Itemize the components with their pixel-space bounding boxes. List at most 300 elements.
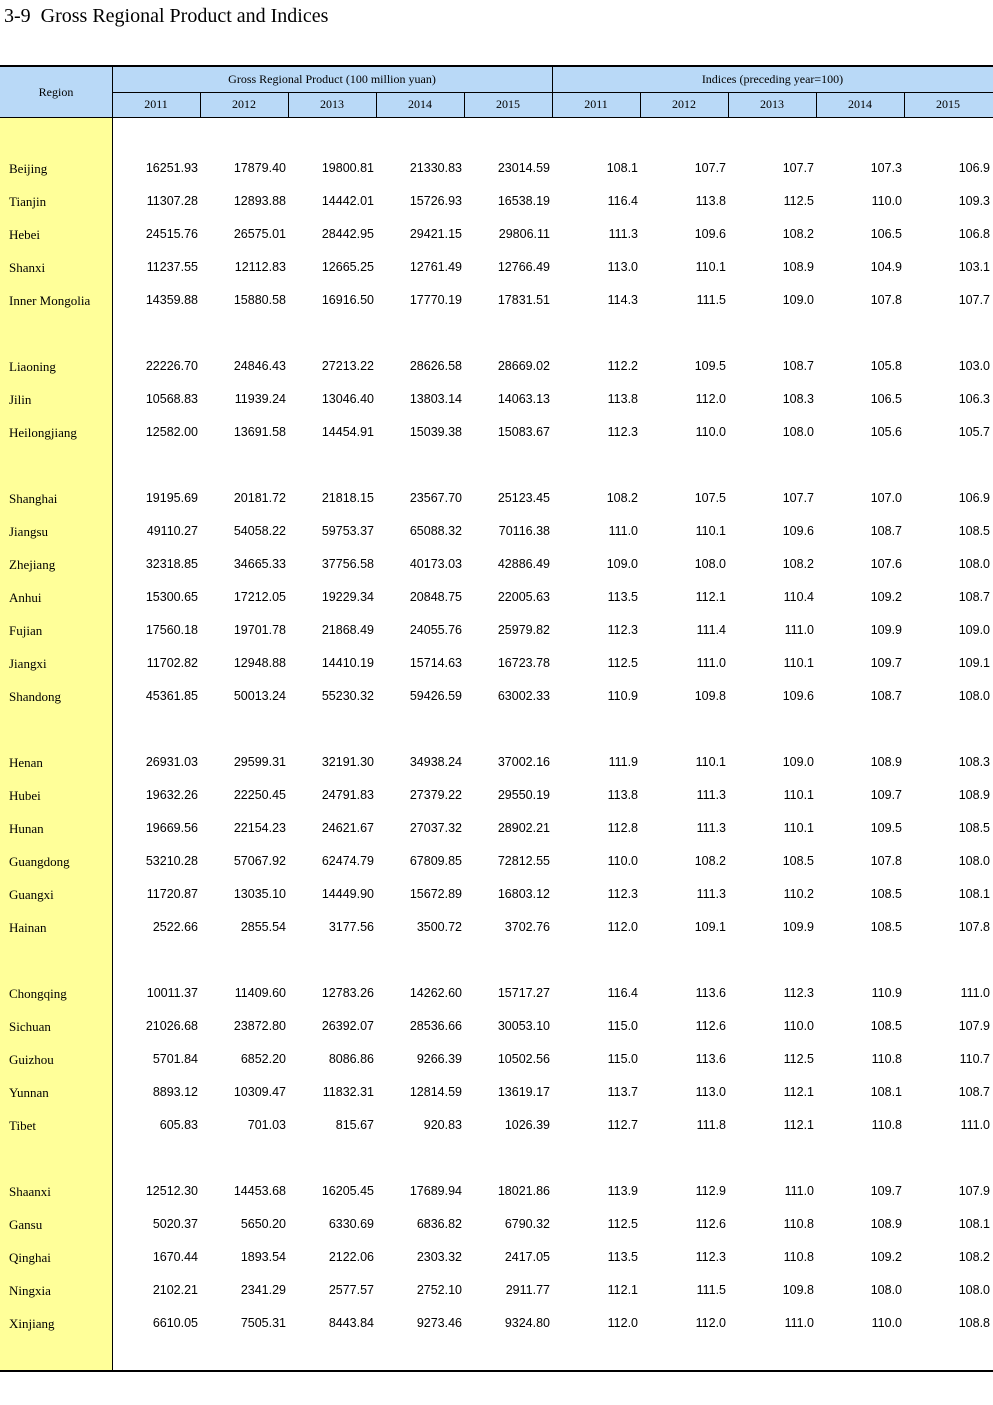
index-value: 115.0	[607, 1052, 638, 1066]
index-value: 107.8	[958, 920, 990, 934]
grp-value: 28536.66	[409, 1019, 462, 1033]
grp-value: 15672.89	[409, 887, 462, 901]
region-column-rule	[112, 118, 113, 1370]
index-value: 112.1	[695, 590, 726, 604]
index-value: 105.8	[870, 359, 902, 373]
region-name: Xinjiang	[9, 1316, 55, 1331]
region-name: Liaoning	[9, 359, 56, 374]
grp-value: 815.67	[335, 1118, 374, 1132]
grp-value: 14442.01	[321, 194, 374, 208]
grp-value: 28626.58	[409, 359, 462, 373]
index-value: 107.3	[870, 161, 902, 175]
grp-value: 12948.88	[233, 656, 286, 670]
index-value: 109.8	[694, 689, 726, 703]
index-value: 105.7	[958, 425, 990, 439]
index-value: 111.8	[696, 1118, 726, 1132]
grp-value: 9324.80	[504, 1316, 550, 1330]
grp-value: 17560.18	[145, 623, 198, 637]
grp-value: 32318.85	[145, 557, 198, 571]
grp-value: 72812.55	[497, 854, 550, 868]
grp-value: 29550.19	[497, 788, 550, 802]
index-value: 110.1	[783, 821, 814, 835]
grp-value: 55230.32	[321, 689, 374, 703]
index-value: 112.9	[695, 1184, 726, 1198]
index-value: 113.5	[607, 590, 638, 604]
index-value: 107.7	[694, 161, 726, 175]
index-value: 110.0	[695, 425, 726, 439]
grp-value: 5701.84	[152, 1052, 198, 1066]
grp-value: 920.83	[423, 1118, 462, 1132]
index-value: 113.6	[695, 986, 726, 1000]
index-value: 108.0	[958, 1283, 990, 1297]
table-row	[0, 491, 993, 511]
grp-value: 40173.03	[409, 557, 462, 571]
table-row	[0, 590, 993, 610]
index-value: 110.0	[871, 1316, 902, 1330]
grp-value: 13035.10	[233, 887, 286, 901]
index-value: 109.0	[782, 293, 814, 307]
index-value: 108.2	[606, 491, 638, 505]
index-value: 109.6	[694, 227, 726, 241]
grp-value: 10568.83	[145, 392, 198, 406]
index-value: 110.8	[783, 1217, 814, 1231]
index-value: 109.6	[782, 524, 814, 538]
index-value: 111.0	[784, 623, 814, 637]
index-value: 104.9	[870, 260, 902, 274]
grp-value: 62474.79	[321, 854, 374, 868]
region-name: Qinghai	[9, 1250, 51, 1265]
index-value: 106.9	[958, 491, 990, 505]
index-value: 111.3	[696, 788, 726, 802]
index-value: 108.1	[870, 1085, 902, 1099]
index-value: 114.3	[607, 293, 638, 307]
region-header: Region	[38, 85, 74, 99]
grp-value: 8086.86	[328, 1052, 374, 1066]
index-value: 110.1	[783, 656, 814, 670]
grp-value: 28669.02	[497, 359, 550, 373]
header-rule	[728, 92, 729, 117]
region-name: Anhui	[9, 590, 42, 605]
grp-value: 17212.05	[233, 590, 286, 604]
index-value: 108.3	[782, 392, 814, 406]
region-name: Gansu	[9, 1217, 43, 1232]
index-value: 103.1	[958, 260, 990, 274]
grp-value: 2577.57	[328, 1283, 374, 1297]
region-name: Fujian	[9, 623, 43, 638]
index-value: 112.5	[607, 1217, 638, 1231]
region-name: Shanxi	[9, 260, 46, 275]
grp-value: 2341.29	[240, 1283, 286, 1297]
index-value: 106.9	[958, 161, 990, 175]
index-value: 113.5	[607, 1250, 638, 1264]
grp-value: 15039.38	[409, 425, 462, 439]
grp-value: 32191.30	[321, 755, 374, 769]
region-name: Jiangsu	[9, 524, 48, 539]
index-value: 108.9	[782, 260, 814, 274]
grp-value: 3702.76	[504, 920, 550, 934]
index-value: 112.3	[607, 425, 638, 439]
index-value: 109.6	[782, 689, 814, 703]
grp-value: 27379.22	[409, 788, 462, 802]
table-row	[0, 1184, 993, 1204]
grp-value: 16803.12	[497, 887, 550, 901]
grp-value: 19229.34	[321, 590, 374, 604]
header-rule	[112, 92, 993, 93]
index-value: 112.6	[695, 1019, 726, 1033]
index-value: 111.0	[784, 1184, 814, 1198]
region-name: Hubei	[9, 788, 41, 803]
index-value: 108.9	[870, 755, 902, 769]
index-value: 110.8	[871, 1052, 902, 1066]
index-value: 111.0	[608, 524, 638, 538]
index-value: 113.0	[695, 1085, 726, 1099]
index-value: 112.8	[607, 821, 638, 835]
index-value: 108.5	[870, 1019, 902, 1033]
grp-value: 25979.82	[497, 623, 550, 637]
index-value: 110.1	[695, 755, 726, 769]
grp-value: 63002.33	[497, 689, 550, 703]
grp-value: 6610.05	[152, 1316, 198, 1330]
grp-value: 5650.20	[240, 1217, 286, 1231]
grp-value: 26392.07	[321, 1019, 374, 1033]
index-value: 112.1	[783, 1085, 814, 1099]
grp-value: 12783.26	[321, 986, 374, 1000]
grp-value: 21330.83	[409, 161, 462, 175]
index-value: 111.5	[696, 1283, 726, 1297]
index-value: 108.2	[782, 557, 814, 571]
grp-value: 27213.22	[321, 359, 374, 373]
table-row	[0, 1118, 993, 1138]
grp-value: 2522.66	[152, 920, 198, 934]
grp-value: 12665.25	[321, 260, 374, 274]
grp-value: 13046.40	[321, 392, 374, 406]
index-value: 108.1	[958, 887, 990, 901]
index-value: 112.0	[695, 1316, 726, 1330]
year-header: 2012	[672, 97, 696, 111]
grp-value: 21868.49	[321, 623, 374, 637]
index-value: 112.3	[607, 623, 638, 637]
grp-value: 24515.76	[145, 227, 198, 241]
table-row	[0, 227, 993, 247]
grp-value: 29806.11	[498, 227, 550, 241]
region-name: Tibet	[9, 1118, 36, 1133]
grp-value: 20848.75	[409, 590, 462, 604]
index-value: 106.5	[870, 392, 902, 406]
grp-value: 11832.31	[322, 1085, 374, 1099]
region-name: Hebei	[9, 227, 41, 242]
index-value: 108.1	[958, 1217, 990, 1231]
grp-value: 17831.51	[497, 293, 550, 307]
index-value: 108.7	[870, 689, 902, 703]
grp-value: 1670.44	[152, 1250, 198, 1264]
table-row	[0, 1217, 993, 1237]
index-value: 108.0	[958, 557, 990, 571]
grp-value: 14359.88	[145, 293, 198, 307]
table-row	[0, 623, 993, 643]
table-row	[0, 392, 993, 412]
index-value: 110.1	[783, 788, 814, 802]
grp-value: 8443.84	[328, 1316, 374, 1330]
grp-value: 15880.58	[233, 293, 286, 307]
region-name: Inner Mongolia	[9, 293, 91, 308]
index-value: 109.5	[870, 821, 902, 835]
index-value: 108.9	[958, 788, 990, 802]
index-value: 108.0	[958, 689, 990, 703]
index-value: 109.1	[958, 656, 990, 670]
grp-value: 53210.28	[145, 854, 198, 868]
index-value: 109.0	[782, 755, 814, 769]
grp-value: 59426.59	[409, 689, 462, 703]
grp-value: 2303.32	[416, 1250, 462, 1264]
region-name: Tianjin	[9, 194, 47, 209]
grp-value: 12512.30	[145, 1184, 198, 1198]
index-value: 112.5	[783, 194, 814, 208]
grp-value: 13803.14	[409, 392, 462, 406]
grp-value: 65088.32	[409, 524, 462, 538]
region-name: Sichuan	[9, 1019, 51, 1034]
bottom-rule	[0, 1370, 993, 1372]
index-value: 108.1	[606, 161, 638, 175]
index-value: 111.4	[696, 623, 726, 637]
index-value: 112.0	[607, 920, 638, 934]
region-name: Guangxi	[9, 887, 54, 902]
index-value: 109.1	[694, 920, 726, 934]
table-row	[0, 1250, 993, 1270]
table-row	[0, 920, 993, 940]
index-value: 108.7	[958, 590, 990, 604]
index-value: 113.8	[607, 788, 638, 802]
grp-value: 1893.54	[240, 1250, 286, 1264]
region-name: Heilongjiang	[9, 425, 77, 440]
grp-value: 8893.12	[152, 1085, 198, 1099]
grp-value: 9266.39	[416, 1052, 462, 1066]
grp-value: 19669.56	[145, 821, 198, 835]
table-row	[0, 821, 993, 841]
index-value: 112.7	[607, 1118, 638, 1132]
grp-value: 12582.00	[145, 425, 198, 439]
grp-value: 16538.19	[497, 194, 550, 208]
index-value: 112.3	[607, 887, 638, 901]
index-value: 107.7	[782, 161, 814, 175]
index-value: 112.5	[783, 1052, 814, 1066]
year-header: 2014	[848, 97, 872, 111]
index-value: 110.0	[607, 854, 638, 868]
grp-value: 14410.19	[321, 656, 374, 670]
table-row	[0, 1283, 993, 1303]
index-value: 108.8	[958, 1316, 990, 1330]
region-name: Yunnan	[9, 1085, 49, 1100]
header-rule	[288, 92, 289, 117]
region-name: Ningxia	[9, 1283, 51, 1298]
grp-value: 3500.72	[416, 920, 462, 934]
region-name: Henan	[9, 755, 43, 770]
grp-value: 34665.33	[233, 557, 286, 571]
index-value: 108.2	[694, 854, 726, 868]
grp-value: 2122.06	[328, 1250, 374, 1264]
index-value: 113.7	[607, 1085, 638, 1099]
grp-value: 27037.32	[409, 821, 462, 835]
region-name: Beijing	[9, 161, 48, 176]
index-value: 107.7	[958, 293, 990, 307]
table-header	[0, 67, 993, 117]
grp-value: 22005.63	[497, 590, 550, 604]
header-rule	[376, 92, 377, 117]
index-value: 108.5	[958, 524, 990, 538]
table-row	[0, 194, 993, 214]
grp-value: 7505.31	[240, 1316, 286, 1330]
grp-value: 14449.90	[321, 887, 374, 901]
index-value: 107.7	[782, 491, 814, 505]
index-value: 112.1	[607, 1283, 638, 1297]
index-value: 108.0	[782, 425, 814, 439]
grp-value: 30053.10	[497, 1019, 550, 1033]
index-value: 107.8	[870, 293, 902, 307]
table-row	[0, 1019, 993, 1039]
grp-value: 28442.95	[321, 227, 374, 241]
group-header-indices: Indices (preceding year=100)	[701, 72, 844, 86]
grp-value: 29421.15	[409, 227, 462, 241]
grp-value: 15714.63	[409, 656, 462, 670]
index-value: 107.9	[958, 1184, 990, 1198]
index-value: 109.7	[870, 1184, 902, 1198]
index-value: 106.5	[870, 227, 902, 241]
grp-value: 24791.83	[321, 788, 374, 802]
region-name: Shaanxi	[9, 1184, 51, 1199]
index-value: 113.8	[695, 194, 726, 208]
table-row	[0, 788, 993, 808]
header-rule	[464, 92, 465, 117]
year-header: 2011	[144, 97, 168, 111]
grp-value: 42886.49	[497, 557, 550, 571]
index-value: 111.3	[608, 227, 638, 241]
grp-value: 34938.24	[409, 755, 462, 769]
grp-value: 23567.70	[409, 491, 462, 505]
grp-value: 22226.70	[145, 359, 198, 373]
index-value: 108.2	[782, 227, 814, 241]
table-row	[0, 1052, 993, 1072]
index-value: 107.5	[694, 491, 726, 505]
grp-value: 10011.37	[146, 986, 198, 1000]
table-row	[0, 755, 993, 775]
index-value: 112.1	[783, 1118, 814, 1132]
grp-value: 23872.80	[233, 1019, 286, 1033]
grp-value: 12893.88	[233, 194, 286, 208]
grp-value: 25123.45	[497, 491, 550, 505]
grp-value: 2855.54	[240, 920, 286, 934]
table-row	[0, 1316, 993, 1336]
grp-value: 2752.10	[416, 1283, 462, 1297]
table-row	[0, 986, 993, 1006]
region-name: Hunan	[9, 821, 44, 836]
grp-value: 24621.67	[321, 821, 374, 835]
index-value: 111.9	[608, 755, 638, 769]
grp-value: 15300.65	[145, 590, 198, 604]
index-value: 111.0	[960, 1118, 990, 1132]
region-name: Jilin	[9, 392, 32, 407]
grp-value: 54058.22	[233, 524, 286, 538]
index-value: 108.5	[870, 887, 902, 901]
index-value: 113.9	[607, 1184, 638, 1198]
region-name: Jiangxi	[9, 656, 47, 671]
index-value: 111.0	[784, 1316, 814, 1330]
table-row	[0, 359, 993, 379]
index-value: 112.0	[607, 1316, 638, 1330]
year-header: 2013	[320, 97, 344, 111]
year-header: 2014	[408, 97, 432, 111]
table-row	[0, 425, 993, 445]
grp-value: 16723.78	[497, 656, 550, 670]
index-value: 109.7	[870, 788, 902, 802]
grp-value: 12112.83	[234, 260, 286, 274]
index-value: 115.0	[607, 1019, 638, 1033]
index-value: 111.3	[696, 821, 726, 835]
year-header: 2011	[584, 97, 608, 111]
grp-value: 59753.37	[321, 524, 374, 538]
region-name: Guangdong	[9, 854, 70, 869]
grp-value: 16205.45	[321, 1184, 374, 1198]
grp-value: 45361.85	[145, 689, 198, 703]
grp-value: 11939.24	[234, 392, 286, 406]
grp-value: 16251.93	[145, 161, 198, 175]
grp-value: 15083.67	[497, 425, 550, 439]
table-row	[0, 854, 993, 874]
grp-value: 16916.50	[321, 293, 374, 307]
year-header: 2012	[232, 97, 256, 111]
index-value: 110.8	[783, 1250, 814, 1264]
grp-value: 23014.59	[497, 161, 550, 175]
index-value: 110.9	[871, 986, 902, 1000]
index-value: 110.2	[783, 887, 814, 901]
index-value: 108.3	[958, 755, 990, 769]
grp-value: 14262.60	[409, 986, 462, 1000]
index-value: 111.0	[696, 656, 726, 670]
grp-value: 13619.17	[497, 1085, 550, 1099]
grp-value: 2102.21	[152, 1283, 198, 1297]
index-value: 108.0	[958, 854, 990, 868]
index-value: 112.6	[695, 1217, 726, 1231]
region-name: Shandong	[9, 689, 61, 704]
grp-value: 19800.81	[321, 161, 374, 175]
header-rule	[904, 92, 905, 117]
grp-value: 6852.20	[240, 1052, 286, 1066]
index-value: 110.9	[607, 689, 638, 703]
index-value: 116.4	[607, 986, 638, 1000]
grp-value: 605.83	[159, 1118, 198, 1132]
index-value: 111.5	[696, 293, 726, 307]
index-value: 109.9	[870, 623, 902, 637]
table-row	[0, 557, 993, 577]
index-value: 110.0	[783, 1019, 814, 1033]
index-value: 106.3	[958, 392, 990, 406]
index-value: 116.4	[607, 194, 638, 208]
group-header-grp: Gross Regional Product (100 million yuan)	[228, 72, 436, 86]
region-name: Hainan	[9, 920, 47, 935]
table-row	[0, 887, 993, 907]
table-row	[0, 293, 993, 313]
grp-value: 15717.27	[497, 986, 550, 1000]
grp-value: 10309.47	[233, 1085, 286, 1099]
region-name: Chongqing	[9, 986, 67, 1001]
index-value: 109.2	[870, 1250, 902, 1264]
grp-value: 49110.27	[146, 524, 198, 538]
grp-value: 701.03	[247, 1118, 286, 1132]
region-name: Guizhou	[9, 1052, 54, 1067]
grp-value: 21818.15	[321, 491, 374, 505]
grp-value: 24055.76	[409, 623, 462, 637]
index-value: 106.8	[958, 227, 990, 241]
index-value: 113.8	[607, 392, 638, 406]
index-value: 111.0	[960, 986, 990, 1000]
